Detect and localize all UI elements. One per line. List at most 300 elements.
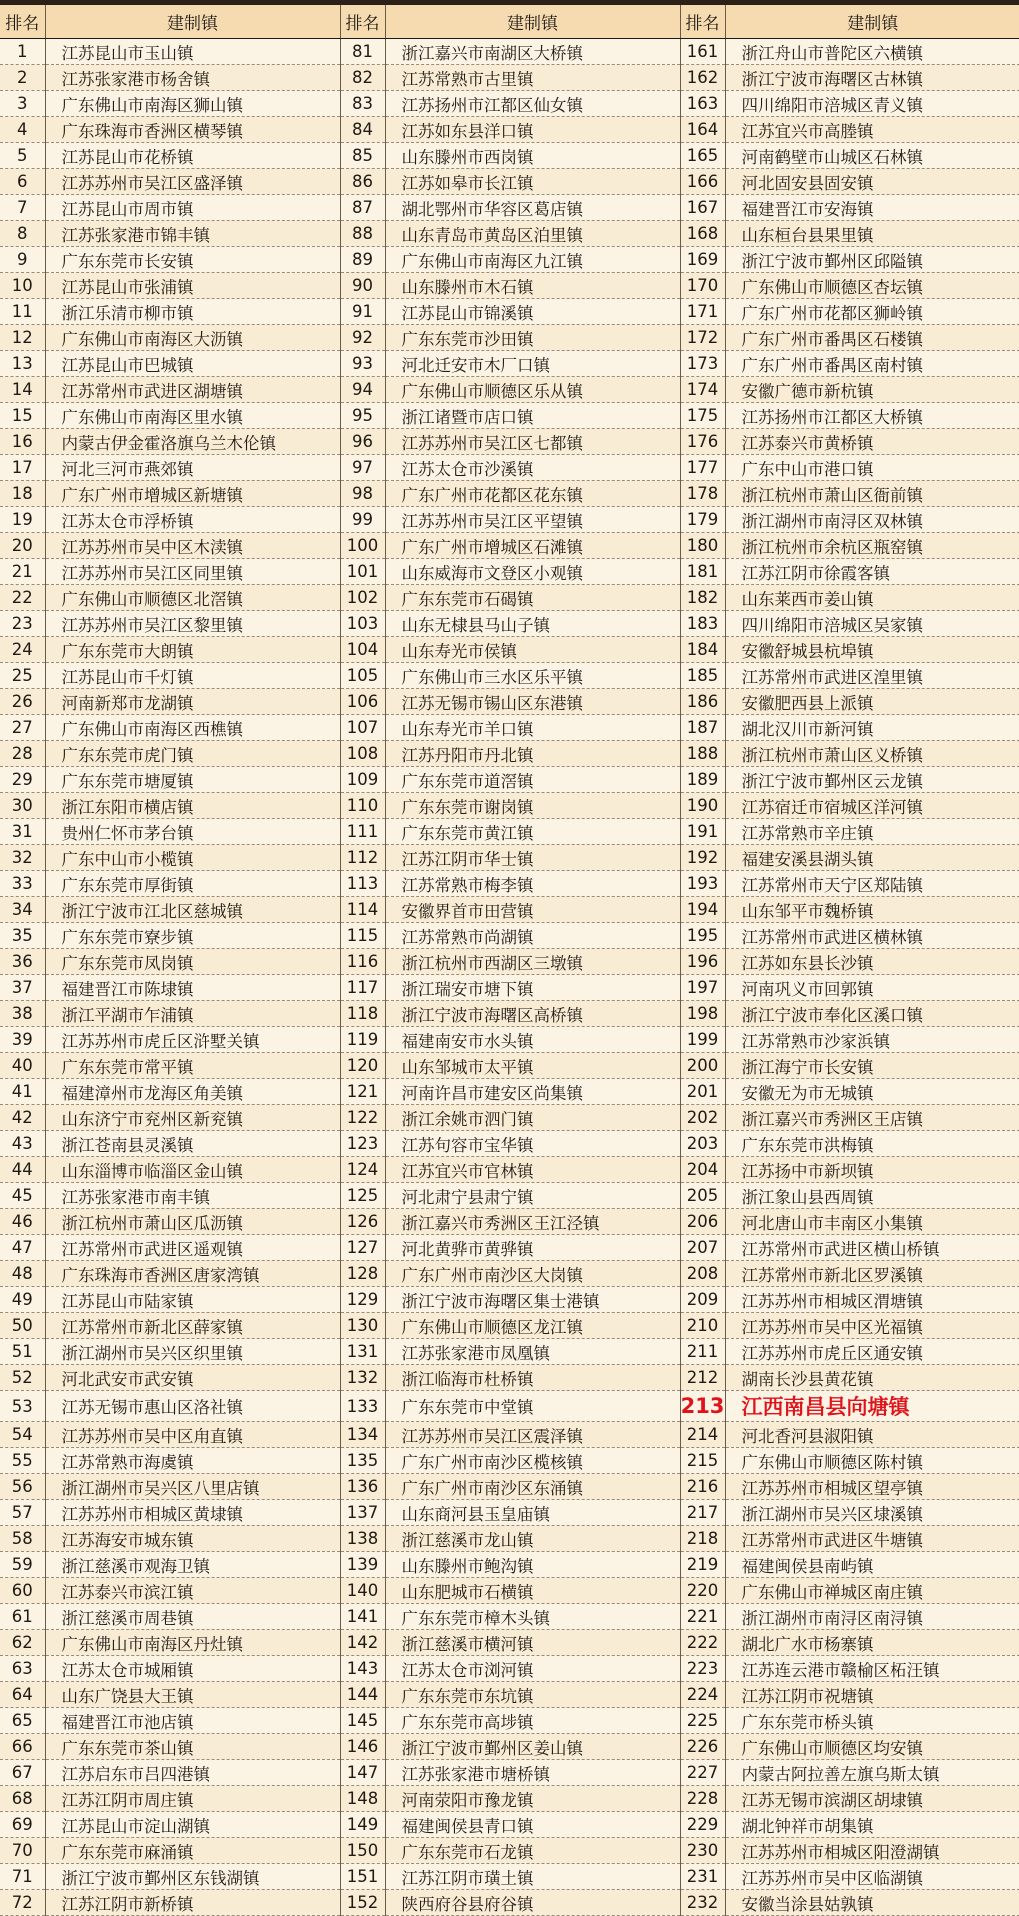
- rank-cell: 221: [680, 1604, 725, 1630]
- town-cell: 江苏无锡市锡山区东港镇: [385, 689, 680, 715]
- table-row: [0, 1261, 1019, 1287]
- rank-cell: 9: [0, 247, 45, 273]
- table-row: [0, 507, 1019, 533]
- rank-cell: 18: [0, 481, 45, 507]
- town-cell: 江苏常州市武进区遥观镇: [45, 1235, 340, 1261]
- table-row: [0, 221, 1019, 247]
- town-cell: 江苏张家港市凤凰镇: [385, 1339, 680, 1365]
- town-cell: 江苏常州市武进区湖塘镇: [45, 377, 340, 403]
- rank-cell: 172: [680, 325, 725, 351]
- rank-cell: 94: [340, 377, 385, 403]
- table-row: [0, 1365, 1019, 1391]
- town-cell: 江苏太仓市浏河镇: [385, 1656, 680, 1682]
- town-cell: 安徽界首市田营镇: [385, 897, 680, 923]
- table-row: [0, 299, 1019, 325]
- rank-cell: 231: [680, 1864, 725, 1890]
- town-cell: 福建安溪县湖头镇: [725, 845, 1019, 871]
- table-row: [0, 663, 1019, 689]
- town-cell: 浙江宁波市鄞州区邱隘镇: [725, 247, 1019, 273]
- rank-cell: 194: [680, 897, 725, 923]
- rank-cell: 170: [680, 273, 725, 299]
- town-cell: 广东广州市花都区花东镇: [385, 481, 680, 507]
- town-cell: 广东佛山市南海区西樵镇: [45, 715, 340, 741]
- town-cell: 江苏泰兴市滨江镇: [45, 1578, 340, 1604]
- rank-cell: 209: [680, 1287, 725, 1313]
- rank-cell: 175: [680, 403, 725, 429]
- town-cell: 江苏常熟市古里镇: [385, 65, 680, 91]
- rank-cell: 128: [340, 1261, 385, 1287]
- town-cell: 江苏苏州市吴江区平望镇: [385, 507, 680, 533]
- table-row: [0, 65, 1019, 91]
- table-row: [0, 117, 1019, 143]
- rank-cell: 115: [340, 923, 385, 949]
- town-cell: 山东肥城市石横镇: [385, 1578, 680, 1604]
- rank-cell: 3: [0, 91, 45, 117]
- rank-cell: 43: [0, 1131, 45, 1157]
- rank-cell: 192: [680, 845, 725, 871]
- town-cell: 广东东莞市谢岗镇: [385, 793, 680, 819]
- rank-cell: 179: [680, 507, 725, 533]
- rank-cell: 206: [680, 1209, 725, 1235]
- rank-cell: 88: [340, 221, 385, 247]
- town-cell: 湖北鄂州市华容区葛店镇: [385, 195, 680, 221]
- town-cell: 广东佛山市南海区九江镇: [385, 247, 680, 273]
- rank-cell: 207: [680, 1235, 725, 1261]
- town-cell: 安徽无为市无城镇: [725, 1079, 1019, 1105]
- rank-cell: 107: [340, 715, 385, 741]
- rank-cell: 67: [0, 1760, 45, 1786]
- table-row: [0, 429, 1019, 455]
- rank-cell: 124: [340, 1157, 385, 1183]
- rank-cell: 110: [340, 793, 385, 819]
- town-cell: 广东佛山市顺德区均安镇: [725, 1734, 1019, 1760]
- rank-cell: 208: [680, 1261, 725, 1287]
- town-cell: 江苏苏州市吴中区甪直镇: [45, 1422, 340, 1448]
- town-cell: 江苏如皋市长江镇: [385, 169, 680, 195]
- town-cell: 江苏苏州市相城区阳澄湖镇: [725, 1838, 1019, 1864]
- town-cell: 山东商河县玉皇庙镇: [385, 1500, 680, 1526]
- town-cell: 浙江杭州市萧山区瓜沥镇: [45, 1209, 340, 1235]
- town-cell: 江苏江阴市新桥镇: [45, 1890, 340, 1916]
- town-cell: 广东广州市增城区新塘镇: [45, 481, 340, 507]
- rank-cell: 165: [680, 143, 725, 169]
- rank-cell: 180: [680, 533, 725, 559]
- town-cell: 浙江杭州市余杭区瓶窑镇: [725, 533, 1019, 559]
- rank-cell: 34: [0, 897, 45, 923]
- rank-cell: 217: [680, 1500, 725, 1526]
- rank-cell: 136: [340, 1474, 385, 1500]
- rank-cell: 7: [0, 195, 45, 221]
- rank-cell: 127: [340, 1235, 385, 1261]
- town-cell: 广东广州市南沙区大岗镇: [385, 1261, 680, 1287]
- town-cell: 福建晋江市安海镇: [725, 195, 1019, 221]
- table-row: [0, 897, 1019, 923]
- rank-cell: 98: [340, 481, 385, 507]
- town-cell: 湖南长沙县黄花镇: [725, 1365, 1019, 1391]
- town-cell: 江苏张家港市塘桥镇: [385, 1760, 680, 1786]
- town-cell: 广东东莞市寮步镇: [45, 923, 340, 949]
- town-cell: 江苏扬州市江都区大桥镇: [725, 403, 1019, 429]
- rank-cell: 225: [680, 1708, 725, 1734]
- town-cell: 广东东莞市黄江镇: [385, 819, 680, 845]
- rank-cell: 1: [0, 39, 45, 65]
- rank-cell: 226: [680, 1734, 725, 1760]
- rank-cell: 162: [680, 65, 725, 91]
- town-cell: 江苏无锡市滨湖区胡埭镇: [725, 1786, 1019, 1812]
- table-row: [0, 455, 1019, 481]
- town-cell: 江苏江阴市祝塘镇: [725, 1682, 1019, 1708]
- rank-cell: 27: [0, 715, 45, 741]
- rank-cell: 106: [340, 689, 385, 715]
- rank-cell: 5: [0, 143, 45, 169]
- town-cell: 江苏昆山市张浦镇: [45, 273, 340, 299]
- rank-cell: 223: [680, 1656, 725, 1682]
- town-cell: 江苏常州市新北区罗溪镇: [725, 1261, 1019, 1287]
- table-row: [0, 351, 1019, 377]
- rank-cell: 150: [340, 1838, 385, 1864]
- rank-cell: 187: [680, 715, 725, 741]
- town-cell: 浙江象山县西周镇: [725, 1183, 1019, 1209]
- town-cell: 浙江东阳市横店镇: [45, 793, 340, 819]
- town-cell: 山东滕州市木石镇: [385, 273, 680, 299]
- town-cell: 江苏常熟市辛庄镇: [725, 819, 1019, 845]
- town-cell: 广东东莞市洪梅镇: [725, 1131, 1019, 1157]
- rank-cell: 46: [0, 1209, 45, 1235]
- rank-cell: 147: [340, 1760, 385, 1786]
- town-cell: 江苏太仓市城厢镇: [45, 1656, 340, 1682]
- town-cell: 广东东莞市樟木头镇: [385, 1604, 680, 1630]
- rank-cell: 61: [0, 1604, 45, 1630]
- table-row: [0, 143, 1019, 169]
- town-cell: 浙江宁波市海曙区集士港镇: [385, 1287, 680, 1313]
- town-cell: 山东莱西市姜山镇: [725, 585, 1019, 611]
- town-cell: 江苏如东县长沙镇: [725, 949, 1019, 975]
- rank-cell: 59: [0, 1552, 45, 1578]
- table-row: [0, 1448, 1019, 1474]
- rank-cell: 63: [0, 1656, 45, 1682]
- town-cell: 山东威海市文登区小观镇: [385, 559, 680, 585]
- rank-cell: 119: [340, 1027, 385, 1053]
- rank-cell: 130: [340, 1313, 385, 1339]
- table-row: [0, 611, 1019, 637]
- table-row: [0, 1682, 1019, 1708]
- town-cell: 浙江苍南县灵溪镇: [45, 1131, 340, 1157]
- town-cell: 江苏海安市城东镇: [45, 1526, 340, 1552]
- town-cell: 江苏苏州市虎丘区通安镇: [725, 1339, 1019, 1365]
- rank-cell: 161: [680, 39, 725, 65]
- rank-cell: 41: [0, 1079, 45, 1105]
- rank-cell: 214: [680, 1422, 725, 1448]
- rank-cell: 52: [0, 1365, 45, 1391]
- town-cell: 广东广州市花都区狮岭镇: [725, 299, 1019, 325]
- rank-cell: 33: [0, 871, 45, 897]
- town-cell: 广东佛山市南海区里水镇: [45, 403, 340, 429]
- rank-cell: 174: [680, 377, 725, 403]
- town-cell: 江苏昆山市玉山镇: [45, 39, 340, 65]
- town-cell: 浙江宁波市海曙区古林镇: [725, 65, 1019, 91]
- rank-cell: 109: [340, 767, 385, 793]
- table-row: [0, 1890, 1019, 1916]
- town-cell: 广东佛山市顺德区乐从镇: [385, 377, 680, 403]
- rank-cell: 95: [340, 403, 385, 429]
- rank-cell: 181: [680, 559, 725, 585]
- rank-cell: 169: [680, 247, 725, 273]
- town-cell: 江苏太仓市沙溪镇: [385, 455, 680, 481]
- town-cell: 江苏苏州市相城区望亭镇: [725, 1474, 1019, 1500]
- table-row: [0, 169, 1019, 195]
- table-row: [0, 637, 1019, 663]
- town-cell: 山东广饶县大王镇: [45, 1682, 340, 1708]
- town-column-header: 建制镇: [45, 5, 340, 39]
- rank-cell: 14: [0, 377, 45, 403]
- rank-cell: 40: [0, 1053, 45, 1079]
- town-cell: 江苏宜兴市高塍镇: [725, 117, 1019, 143]
- rank-cell: 230: [680, 1838, 725, 1864]
- table-row: [0, 1786, 1019, 1812]
- rank-cell: 151: [340, 1864, 385, 1890]
- table-row: [0, 1708, 1019, 1734]
- rank-cell: 6: [0, 169, 45, 195]
- rank-cell: 35: [0, 923, 45, 949]
- town-cell: 广东佛山市顺德区龙江镇: [385, 1313, 680, 1339]
- rank-cell: 53: [0, 1391, 45, 1422]
- town-cell: 广东佛山市顺德区北滘镇: [45, 585, 340, 611]
- town-cell: 河南许昌市建安区尚集镇: [385, 1079, 680, 1105]
- town-cell: 广东广州市番禺区石楼镇: [725, 325, 1019, 351]
- town-cell: 广东东莞市沙田镇: [385, 325, 680, 351]
- rank-cell: 190: [680, 793, 725, 819]
- rank-cell: 143: [340, 1656, 385, 1682]
- table-row: [0, 247, 1019, 273]
- town-cell: 江苏扬州市江都区仙女镇: [385, 91, 680, 117]
- rank-cell: 17: [0, 455, 45, 481]
- town-cell: 江苏苏州市吴中区光福镇: [725, 1313, 1019, 1339]
- rank-cell: 8: [0, 221, 45, 247]
- town-cell: 江苏苏州市吴江区黎里镇: [45, 611, 340, 637]
- town-cell: 浙江宁波市鄞州区姜山镇: [385, 1734, 680, 1760]
- rank-cell: 118: [340, 1001, 385, 1027]
- town-cell: 江苏张家港市南丰镇: [45, 1183, 340, 1209]
- table-row: [0, 1656, 1019, 1682]
- town-cell: 广东佛山市南海区丹灶镇: [45, 1630, 340, 1656]
- town-cell: 山东淄博市临淄区金山镇: [45, 1157, 340, 1183]
- town-cell: 江苏句容市宝华镇: [385, 1131, 680, 1157]
- town-cell: 浙江慈溪市龙山镇: [385, 1526, 680, 1552]
- town-cell: 河南鹤壁市山城区石林镇: [725, 143, 1019, 169]
- town-cell: 山东桓台县果里镇: [725, 221, 1019, 247]
- town-cell: 浙江乐清市柳市镇: [45, 299, 340, 325]
- rank-cell: 205: [680, 1183, 725, 1209]
- table-row: [0, 1105, 1019, 1131]
- town-cell: 浙江湖州市南浔区南浔镇: [725, 1604, 1019, 1630]
- town-cell: 河北肃宁县肃宁镇: [385, 1183, 680, 1209]
- rank-cell: 228: [680, 1786, 725, 1812]
- rank-cell: 134: [340, 1422, 385, 1448]
- rank-cell: 99: [340, 507, 385, 533]
- table-row: [0, 481, 1019, 507]
- rank-column-header: 排名: [680, 5, 725, 39]
- town-cell: 浙江杭州市西湖区三墩镇: [385, 949, 680, 975]
- rank-cell: 148: [340, 1786, 385, 1812]
- town-cell: 四川绵阳市涪城区青义镇: [725, 91, 1019, 117]
- rank-cell: 4: [0, 117, 45, 143]
- rank-cell: 142: [340, 1630, 385, 1656]
- rank-cell: 64: [0, 1682, 45, 1708]
- rank-cell: 22: [0, 585, 45, 611]
- town-cell: 浙江嘉兴市南湖区大桥镇: [385, 39, 680, 65]
- town-cell: 江苏泰兴市黄桥镇: [725, 429, 1019, 455]
- town-cell: 浙江湖州市吴兴区埭溪镇: [725, 1500, 1019, 1526]
- rank-cell: 182: [680, 585, 725, 611]
- table-row: [0, 1053, 1019, 1079]
- rank-cell: 138: [340, 1526, 385, 1552]
- town-cell: 福建闽侯县青口镇: [385, 1812, 680, 1838]
- town-cell: 山东滕州市西岗镇: [385, 143, 680, 169]
- town-cell: 浙江余姚市泗门镇: [385, 1105, 680, 1131]
- town-cell: 广东东莞市桥头镇: [725, 1708, 1019, 1734]
- town-column-header: 建制镇: [725, 5, 1019, 39]
- rank-cell: 38: [0, 1001, 45, 1027]
- table-row: [0, 871, 1019, 897]
- rank-cell: 69: [0, 1812, 45, 1838]
- table-row: [0, 195, 1019, 221]
- rank-cell: 29: [0, 767, 45, 793]
- rank-cell: 30: [0, 793, 45, 819]
- rank-cell: 111: [340, 819, 385, 845]
- rank-cell: 62: [0, 1630, 45, 1656]
- table-row: [0, 1157, 1019, 1183]
- table-row: [0, 1183, 1019, 1209]
- table-header: [0, 5, 1019, 39]
- town-cell: 内蒙古伊金霍洛旗乌兰木伦镇: [45, 429, 340, 455]
- rank-cell: 166: [680, 169, 725, 195]
- rank-cell: 12: [0, 325, 45, 351]
- rank-cell: 117: [340, 975, 385, 1001]
- rank-cell: 146: [340, 1734, 385, 1760]
- town-cell: 浙江慈溪市横河镇: [385, 1630, 680, 1656]
- town-cell: 浙江宁波市鄞州区东钱湖镇: [45, 1864, 340, 1890]
- town-column-header: 建制镇: [385, 5, 680, 39]
- rank-cell: 113: [340, 871, 385, 897]
- town-cell: 河南荥阳市豫龙镇: [385, 1786, 680, 1812]
- rank-cell: 186: [680, 689, 725, 715]
- town-cell: 河北三河市燕郊镇: [45, 455, 340, 481]
- town-cell: 广东东莞市道滘镇: [385, 767, 680, 793]
- town-cell: 河南巩义市回郭镇: [725, 975, 1019, 1001]
- table-row: [0, 1391, 1019, 1422]
- rank-cell: 97: [340, 455, 385, 481]
- table-row: [0, 923, 1019, 949]
- table-row: [0, 1027, 1019, 1053]
- rank-cell: 114: [340, 897, 385, 923]
- table-row: [0, 1287, 1019, 1313]
- rank-cell: 68: [0, 1786, 45, 1812]
- rank-cell: 193: [680, 871, 725, 897]
- table-row: [0, 741, 1019, 767]
- table-row: [0, 1001, 1019, 1027]
- rank-cell: 132: [340, 1365, 385, 1391]
- rank-cell: 57: [0, 1500, 45, 1526]
- town-cell: 江苏常熟市沙家浜镇: [725, 1027, 1019, 1053]
- town-cell: 广东东莞市大朗镇: [45, 637, 340, 663]
- town-cell: 四川绵阳市涪城区吴家镇: [725, 611, 1019, 637]
- town-cell: 浙江宁波市鄞州区云龙镇: [725, 767, 1019, 793]
- town-cell: 江苏苏州市吴江区震泽镇: [385, 1422, 680, 1448]
- rank-cell: 48: [0, 1261, 45, 1287]
- rank-cell: 123: [340, 1131, 385, 1157]
- town-cell: 山东济宁市兖州区新兖镇: [45, 1105, 340, 1131]
- town-cell: 广东东莞市石碣镇: [385, 585, 680, 611]
- rank-column-header: 排名: [340, 5, 385, 39]
- table-row: [0, 1339, 1019, 1365]
- town-cell: 山东邹平市魏桥镇: [725, 897, 1019, 923]
- rank-cell: 103: [340, 611, 385, 637]
- rank-cell: 129: [340, 1287, 385, 1313]
- town-cell: 广东佛山市禅城区南庄镇: [725, 1578, 1019, 1604]
- rank-cell: 70: [0, 1838, 45, 1864]
- rank-cell: 28: [0, 741, 45, 767]
- town-cell: 河北迁安市木厂口镇: [385, 351, 680, 377]
- table-row: [0, 819, 1019, 845]
- rank-cell: 125: [340, 1183, 385, 1209]
- table-row: [0, 1474, 1019, 1500]
- town-cell: 广东东莞市长安镇: [45, 247, 340, 273]
- town-cell: 广东广州市增城区石滩镇: [385, 533, 680, 559]
- town-cell: 浙江嘉兴市秀洲区王江泾镇: [385, 1209, 680, 1235]
- rank-cell: 229: [680, 1812, 725, 1838]
- rank-cell: 222: [680, 1630, 725, 1656]
- rank-cell: 116: [340, 949, 385, 975]
- rank-cell: 188: [680, 741, 725, 767]
- table-row: [0, 1079, 1019, 1105]
- rank-cell: 176: [680, 429, 725, 455]
- town-cell: 浙江临海市杜桥镇: [385, 1365, 680, 1391]
- rank-cell: 216: [680, 1474, 725, 1500]
- rank-cell: 90: [340, 273, 385, 299]
- rank-cell: 171: [680, 299, 725, 325]
- rank-cell: 56: [0, 1474, 45, 1500]
- town-cell: 山东滕州市鲍沟镇: [385, 1552, 680, 1578]
- town-cell: 广东佛山市顺德区陈村镇: [725, 1448, 1019, 1474]
- town-cell: 江苏宿迁市宿城区洋河镇: [725, 793, 1019, 819]
- rank-cell: 173: [680, 351, 725, 377]
- rank-cell: 195: [680, 923, 725, 949]
- table-row: [0, 1812, 1019, 1838]
- table-row: [0, 1760, 1019, 1786]
- town-cell: 广东广州市番禺区南村镇: [725, 351, 1019, 377]
- rank-cell: 168: [680, 221, 725, 247]
- rank-cell: 112: [340, 845, 385, 871]
- rank-cell: 54: [0, 1422, 45, 1448]
- rank-cell: 202: [680, 1105, 725, 1131]
- rank-cell: 2: [0, 65, 45, 91]
- table-row: [0, 585, 1019, 611]
- town-cell: 广东东莞市高埗镇: [385, 1708, 680, 1734]
- table-row: [0, 1864, 1019, 1890]
- rank-cell: 45: [0, 1183, 45, 1209]
- table-row: [0, 91, 1019, 117]
- town-cell: 广东珠海市香洲区横琴镇: [45, 117, 340, 143]
- rank-cell: 82: [340, 65, 385, 91]
- town-cell: 江苏常州市武进区牛塘镇: [725, 1526, 1019, 1552]
- rank-cell: 121: [340, 1079, 385, 1105]
- town-cell: 山东无棣县马山子镇: [385, 611, 680, 637]
- rank-cell: 145: [340, 1708, 385, 1734]
- rank-cell: 101: [340, 559, 385, 585]
- town-cell: 浙江宁波市奉化区溪口镇: [725, 1001, 1019, 1027]
- town-cell: 江苏江阴市璜土镇: [385, 1864, 680, 1890]
- town-cell: 贵州仁怀市茅台镇: [45, 819, 340, 845]
